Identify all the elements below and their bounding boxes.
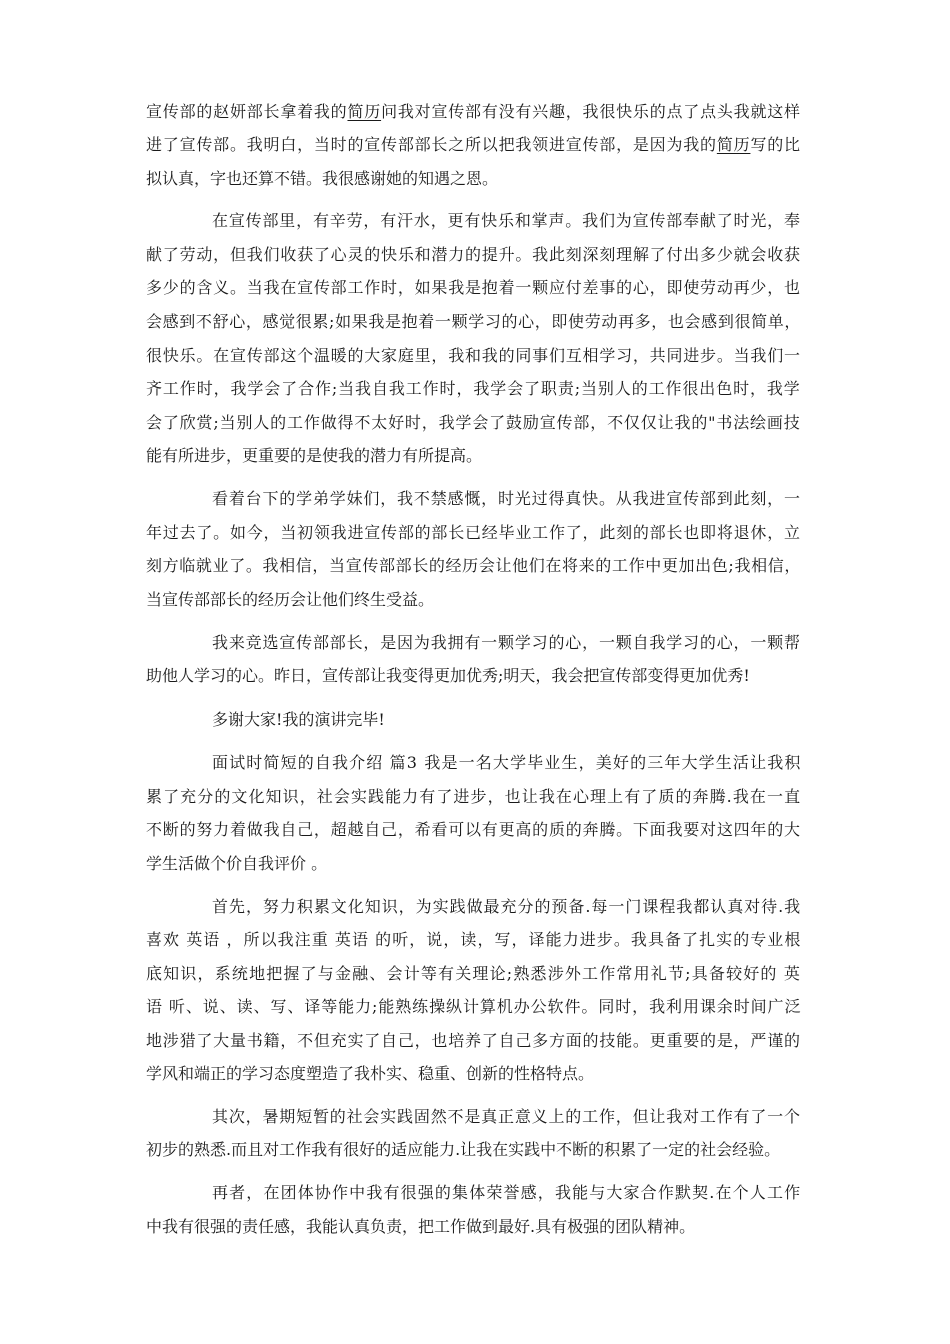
text-span: 刻方临就业了。我相信，当宣传部部长的经历会让他们在将来的工作中更加出色;我相信， xyxy=(146,556,802,575)
text-span: 进了宣传部。我明白，当时的宣传部部长之所以把我领进宣传部，是因为我的 xyxy=(146,135,717,154)
underlined-term: 简历 xyxy=(347,102,382,121)
text-line xyxy=(146,133,801,157)
text-line xyxy=(212,895,801,919)
text-span: 中我有很强的责任感，我能认真负责，把工作做到最好.具有极强的团队精神。 xyxy=(146,1217,696,1236)
text-span: 不断的努力着做我自己，超越自己，希看可以有更高的质的奔腾。下面我要对这四年的大 xyxy=(146,820,801,839)
text-line xyxy=(146,852,327,876)
text-line xyxy=(146,554,801,578)
text-span: 我来竞选宣传部部长，是因为我拥有一颗学习的心，一颗自我学习的心，一颗帮 xyxy=(212,633,801,652)
text-line xyxy=(212,751,802,775)
text-span: 齐工作时，我学会了合作;当我自我工作时，我学会了职责;当别人的工作很出色时，我学 xyxy=(146,379,801,398)
text-line xyxy=(212,209,801,233)
text-span: 宣传部的赵妍部长拿着我的 xyxy=(146,102,348,121)
text-line xyxy=(212,1105,801,1129)
text-line xyxy=(146,100,801,124)
text-line xyxy=(146,167,498,191)
text-span: 问我对宣传部有没有兴趣，我很快乐的点了点头我就这样 xyxy=(381,102,801,121)
text-span: 再者，在团体协作中我有很强的集体荣誉感，我能与大家合作默契.在个人工作 xyxy=(212,1183,802,1202)
text-span: 献了劳动，但我们收获了心灵的快乐和潜力的提升。我此刻深刻理解了付出多少就会收获 xyxy=(146,245,801,264)
underlined-term: 简历 xyxy=(716,135,751,154)
text-line xyxy=(146,276,801,300)
text-span: 面试时简短的自我介绍 篇3 我是一名大学毕业生，美好的三年大学生活让我积 xyxy=(212,753,802,772)
text-span: 会感到不舒心，感觉很累;如果我是抱着一颗学习的心，即使劳动再多，也会感到很简单， xyxy=(146,312,802,331)
text-line xyxy=(146,1029,801,1053)
text-span: 初步的熟悉.而且对工作我有很好的适应能力.让我在实践中不断的积累了一定的社会经验。 xyxy=(146,1140,781,1159)
text-span: 年过去了。如今，当初领我进宣传部的部长已经毕业工作了，此刻的部长也即将退休，立 xyxy=(146,523,801,542)
text-line xyxy=(146,444,482,468)
text-line xyxy=(146,995,801,1019)
text-span: 能有所进步，更重要的是使我的潜力有所提高。 xyxy=(146,446,483,465)
text-span: 底知识，系统地把握了与金融、会计等有关理论;熟悉涉外工作常用礼节;具备较好的 英 xyxy=(146,964,802,983)
text-line xyxy=(146,1215,695,1239)
text-line xyxy=(146,1138,780,1162)
text-span: 语 听、说、读、写、译等能力;能熟练操纵计算机办公软件。同时，我利用课余时间广泛 xyxy=(146,997,802,1016)
text-span: 会了欣赏;当别人的工作做得不太好时，我学会了鼓励宣传部，不仅仅让我的"书法绘画技 xyxy=(146,413,801,432)
text-span: 拟认真，字也还算不错。我很感谢她的知遇之恩。 xyxy=(146,169,499,188)
text-line xyxy=(146,521,801,545)
text-line xyxy=(146,310,801,334)
text-line xyxy=(146,243,801,267)
text-span: 喜欢 英语 ，所以我注重 英语 的听，说，读，写，译能力进步。我具备了扎实的专业根 xyxy=(146,930,802,949)
text-line xyxy=(146,411,801,435)
text-span: 累了充分的文化知识，社会实践能力有了进步，也让我在心理上有了质的奔腾.我在一直 xyxy=(146,787,802,806)
text-span: 多谢大家!我的演讲完毕! xyxy=(212,710,385,729)
text-line xyxy=(146,928,801,952)
text-line xyxy=(146,588,434,612)
text-line xyxy=(212,487,801,511)
text-span: 首先，努力积累文化知识，为实践做最充分的预备.每一门课程我都认真对待.我 xyxy=(212,897,802,916)
text-span: 其次，暑期短暂的社会实践固然不是真正意义上的工作，但让我对工作有了一个 xyxy=(212,1107,801,1126)
text-span: 多少的含义。当我在宣传部工作时，如果我是抱着一颗应付差事的心，即使劳动再少，也 xyxy=(146,278,801,297)
text-span: 在宣传部里，有辛劳，有汗水，更有快乐和掌声。我们为宣传部奉献了时光，奉 xyxy=(212,211,801,230)
text-line xyxy=(146,818,801,842)
text-span: 助他人学习的心。昨日，宣传部让我变得更加优秀;明天，我会把宣传部变得更加优秀! xyxy=(146,666,750,685)
text-span: 地涉猎了大量书籍，不但充实了自己，也培养了自己多方面的技能。更重要的是，严谨的 xyxy=(146,1031,801,1050)
text-span: 学风和端正的学习态度塑造了我朴实、稳重、创新的性格特点。 xyxy=(146,1064,595,1083)
text-line xyxy=(146,344,801,368)
text-line xyxy=(212,1181,801,1205)
text-line xyxy=(146,664,750,688)
text-line xyxy=(212,708,385,732)
text-span: 看着台下的学弟学妹们，我不禁感慨，时光过得真快。从我进宣传部到此刻，一 xyxy=(212,489,801,508)
text-line xyxy=(146,1062,594,1086)
text-line xyxy=(212,631,801,655)
text-line xyxy=(146,377,801,401)
text-span: 很快乐。在宣传部这个温暖的大家庭里，我和我的同事们互相学习，共同进步。当我们一 xyxy=(146,346,801,365)
text-span: 学生活做个价自我评价 。 xyxy=(146,854,328,873)
text-span: 当宣传部部长的经历会让他们终生受益。 xyxy=(146,590,435,609)
text-span: 写的比 xyxy=(750,135,801,154)
text-line xyxy=(146,785,801,809)
text-line xyxy=(146,962,801,986)
